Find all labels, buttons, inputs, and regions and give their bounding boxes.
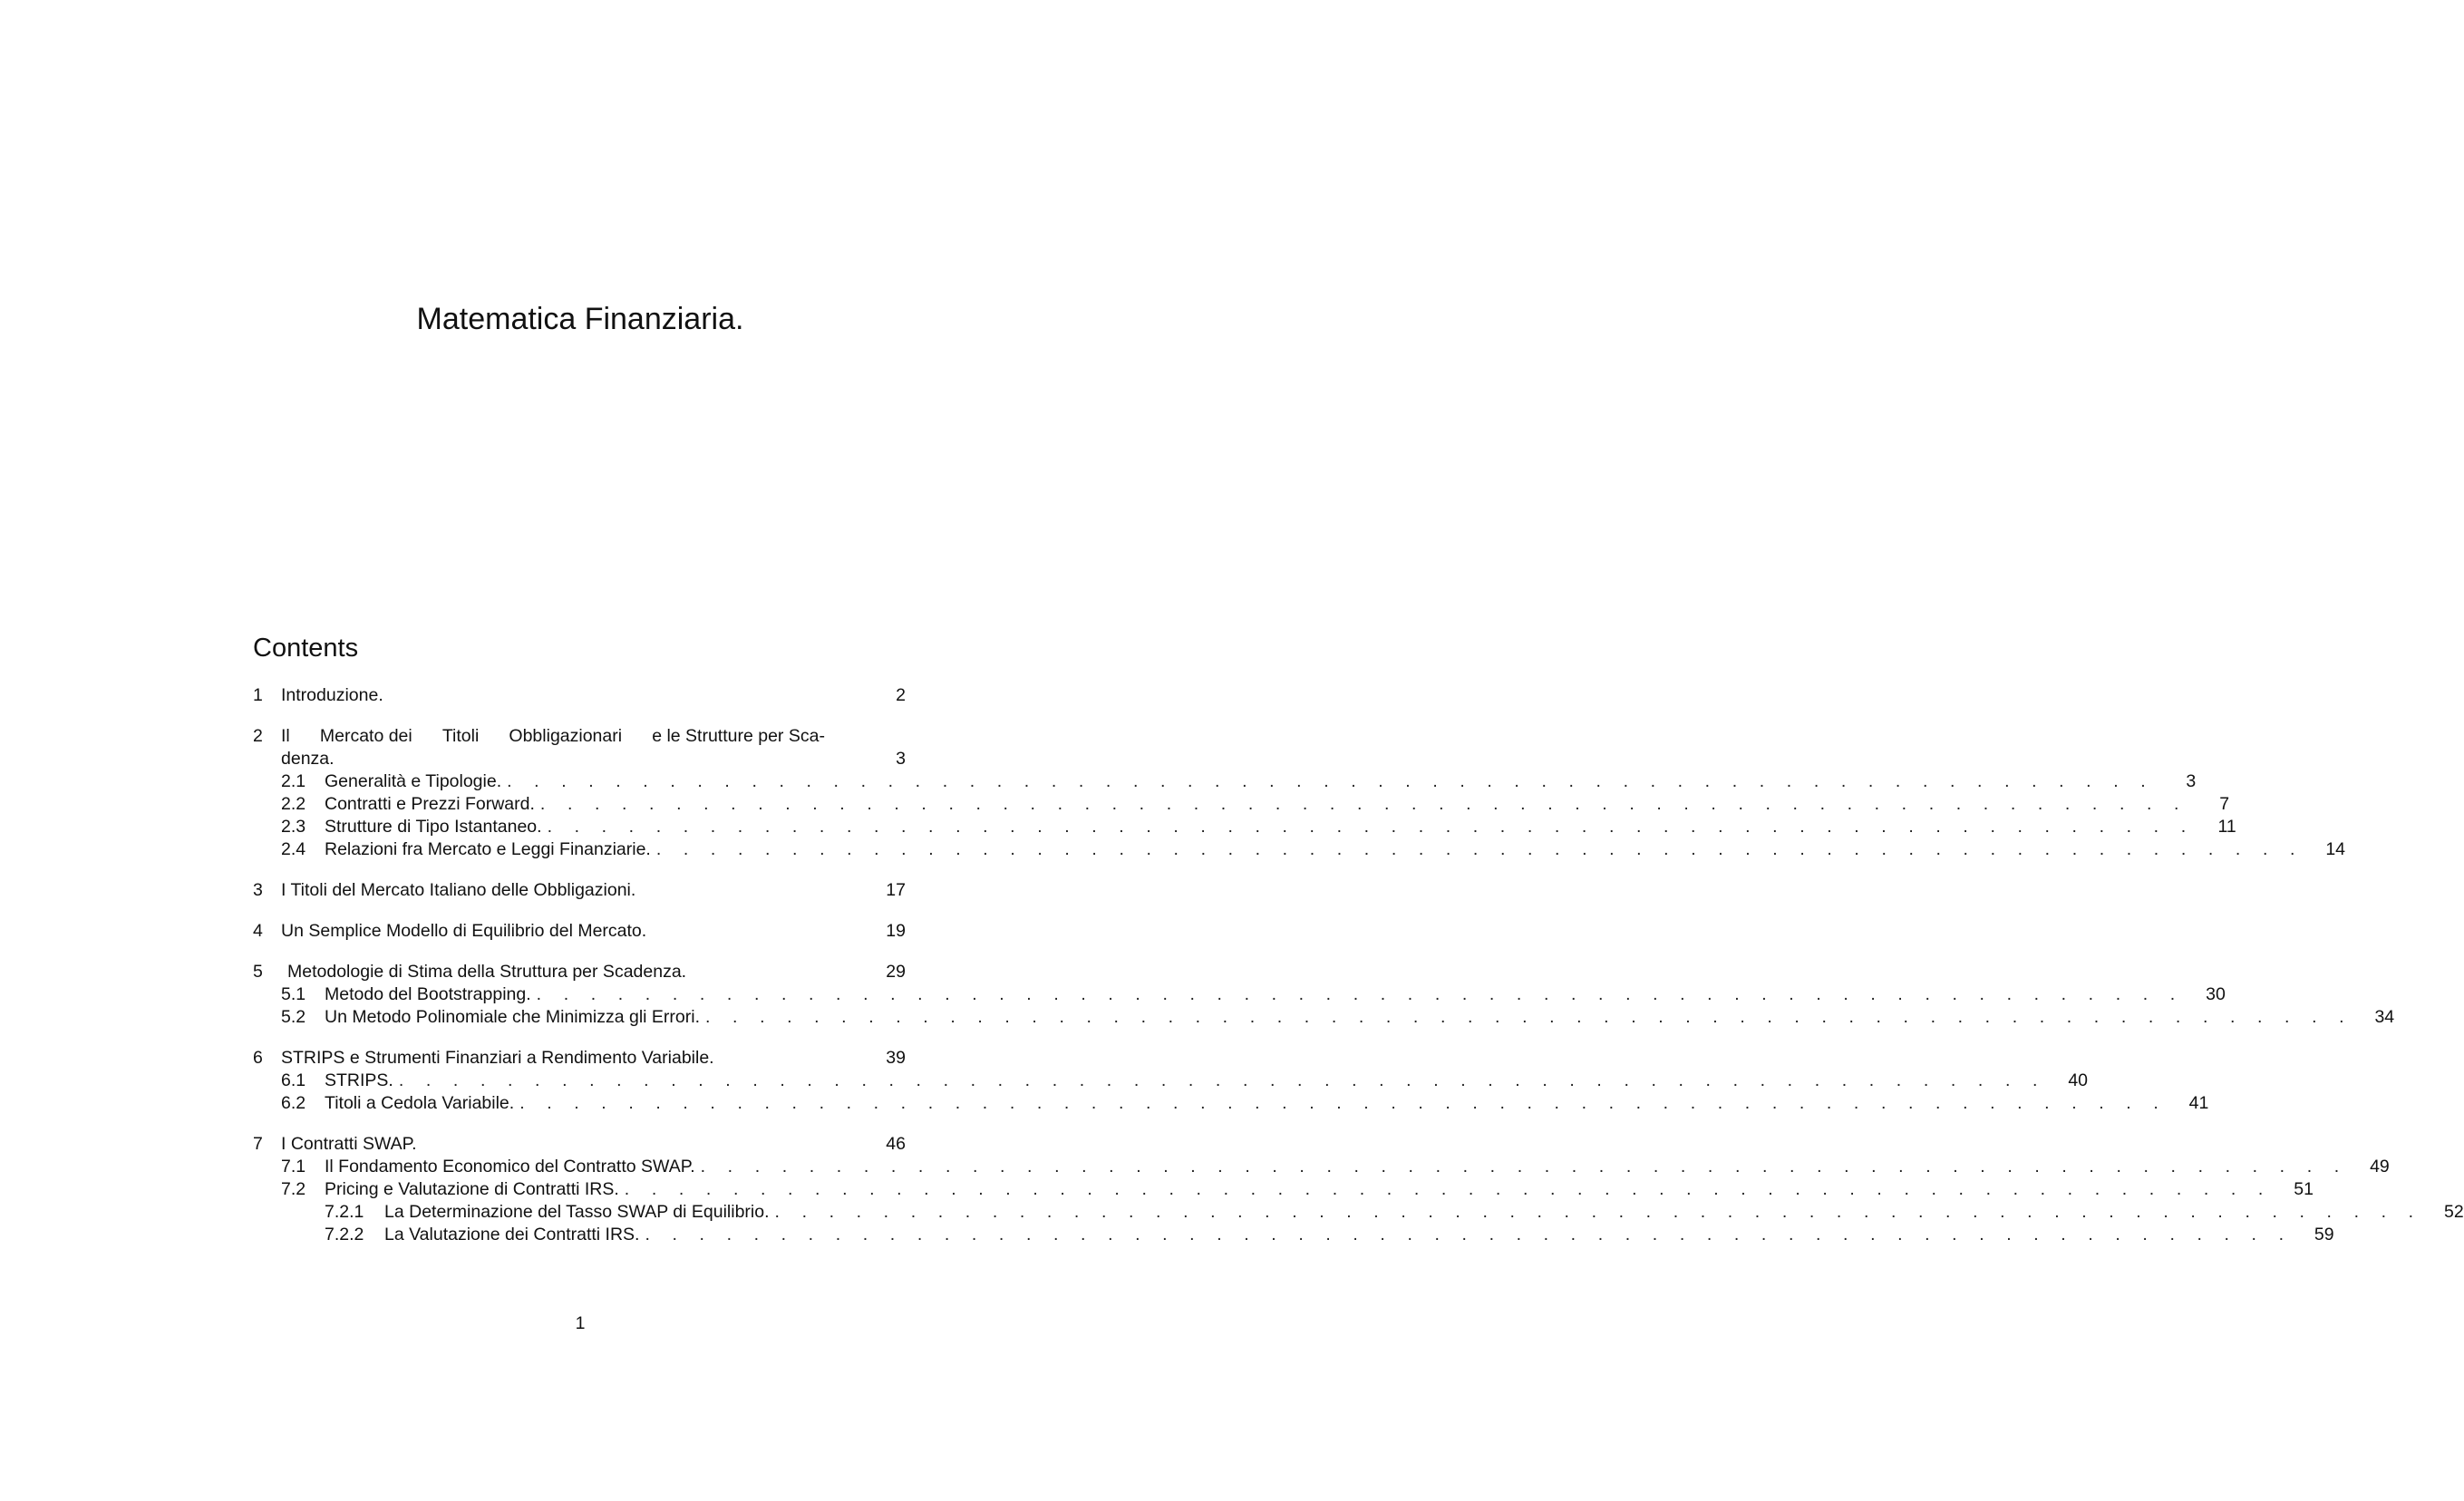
toc-entry-title: Introduzione. [281,685,383,705]
toc-entry[interactable] [253,920,906,943]
toc-entry-page: 41 [2188,1093,2209,1113]
toc-entry-title: Generalità e Tipologie. [325,771,502,791]
toc-entry-page: 14 [2325,839,2346,859]
toc-section-3 [253,879,906,902]
toc-leader-dots: . . . . . . . . . . . . . . . . . . . . . . . . . . . . . . . . . . . . . . . . . . . . . . . . . . . . . . . . . . . . . [398,1070,2047,1090]
toc-entry-number: 1 [253,685,263,705]
toc-subentry[interactable] [253,816,2236,838]
toc-entry[interactable] [253,879,906,902]
toc-entry-page: 2 [896,685,906,705]
toc-entry-page: 29 [886,962,906,982]
toc-leader-dots: . . . . . . . . . . . . . . . . . . . . . . . . . . . . . . . . . . . . . . . . . . . . . . . . . . . . . . . . . . . . . [519,1093,2168,1113]
toc-subentry[interactable] [253,1156,2390,1178]
toc-entry-number: 6 [253,1048,263,1068]
toc-entry-page: 3 [896,749,906,769]
toc-leader-dots: . . . . . . . . . . . . . . . . . . . . . . . . . . . . . . . . . . . . . . . . . . . . . . . . . . . . . . . . . . . . . [507,771,2155,791]
toc-section-4 [253,920,906,943]
toc-entry-title: Un Metodo Polinomiale che Minimizza gli Errori. [325,1007,700,1027]
toc-entry-title: STRIPS. [325,1070,393,1090]
toc-entry-page: 17 [886,880,906,900]
toc-entry-number: 4 [253,921,263,941]
toc-subsubentry[interactable] [253,1224,2334,1246]
toc-entry-title-cont: denza. [281,749,335,769]
toc-subentry[interactable] [253,838,2346,861]
toc-entry-page: 7 [2219,794,2230,814]
toc-leader-dots: . . . . . . . . . . . . . . . . . . . . . . . . . . . . . . . . . . . . . . . . . . . . . . . . . . . . . . . . . . . . . [700,1157,2348,1177]
toc-entry-title: Il Fondamento Economico del Contratto SWAP. [325,1157,695,1177]
toc-subentry[interactable] [253,770,2197,793]
toc-entry-number: 2.3 [281,817,306,837]
toc-entry-page: 52 [2443,1202,2464,1222]
toc-entry-title: Contratti e Prezzi Forward. [325,794,535,814]
toc-leader-dots: . . . . . . . . . . . . . . . . . . . . . . . . . . . . . . . . . . . . . . . . . . . . . . . . . . . . . . . . . . . . . [774,1202,2422,1222]
toc-entry-title: Titoli a Cedola Variabile. [325,1093,515,1113]
toc-entry[interactable] [253,1133,906,1156]
toc-entry-page: 11 [2217,817,2236,837]
toc-leader-dots: . . . . . . . . . . . . . . . . . . . . . . . . . . . . . . . . . . . . . . . . . . . . . . . . . . . . . . . . . . . . . [624,1179,2272,1199]
toc-section-5 [253,961,2395,1029]
toc-entry-page: 34 [2374,1007,2395,1027]
toc-entry-number: 6.1 [281,1070,306,1090]
contents-heading: Contents [253,634,359,663]
toc-entry[interactable] [253,684,906,707]
toc-leader-dots: . . . . . . . . . . . . . . . . . . . . . . . . . . . . . . . . . . . . . . . . . . . . . . . . . . . . . . . . . . . . . [547,817,2195,837]
toc-section-7 [253,1133,2464,1246]
toc-entry-number: 6.2 [281,1093,306,1113]
toc-entry-number: 2.2 [281,794,306,814]
toc-leader-dots: . . . . . . . . . . . . . . . . . . . . . . . . . . . . . . . . . . . . . . . . . . . . . . . . . . . . . . . . . . . . . [539,794,2188,814]
toc-entry-number: 7.1 [281,1157,306,1177]
toc-entry-title: Strutture di Tipo Istantaneo. [325,817,542,837]
toc-entry-page: 51 [2294,1179,2314,1199]
toc-entry-title: Pricing e Valutazione di Contratti IRS. [325,1179,619,1199]
table-of-contents [253,684,2464,1264]
toc-subentry[interactable] [253,1006,2395,1029]
toc-entry-number: 3 [253,880,263,900]
page-number: 1 [575,1313,586,1333]
toc-entry-title: Metodologie di Stima della Struttura per Scadenza. [287,962,687,982]
toc-entry-number: 7.2.1 [325,1202,364,1222]
toc-entry-number: 5 [253,962,263,982]
toc-entry-page: 59 [2314,1225,2334,1244]
toc-entry-title: Relazioni fra Mercato e Leggi Finanziarie. [325,839,651,859]
toc-entry-title: Metodo del Bootstrapping. [325,984,531,1004]
toc-subentry[interactable] [253,1070,2089,1092]
toc-subentry[interactable] [253,983,2226,1006]
toc-entry-page: 30 [2206,984,2226,1004]
toc-entry-page: 39 [886,1048,906,1068]
toc-leader-dots: . . . . . . . . . . . . . . . . . . . . . . . . . . . . . . . . . . . . . . . . . . . . . . . . . . . . . . . . . . . . . [645,1225,2293,1244]
toc-leader-dots: . . . . . . . . . . . . . . . . . . . . . . . . . . . . . . . . . . . . . . . . . . . . . . . . . . . . . . . . . . . . . [536,984,2184,1004]
toc-entry-title: Il Mercato dei Titoli Obbligazionari e le Strutture per Sca- [281,726,825,746]
toc-section-1 [253,684,906,707]
toc-entry-number: 2 [253,726,263,746]
toc-entry[interactable] [253,961,906,983]
toc-entry-page: 46 [886,1134,906,1154]
toc-entry-number: 7 [253,1134,263,1154]
toc-entry-continuation[interactable] [253,748,906,770]
toc-subentry[interactable] [253,1178,2314,1201]
toc-entry-page: 3 [2186,771,2197,791]
toc-leader-dots: . . . . . . . . . . . . . . . . . . . . . . . . . . . . . . . . . . . . . . . . . . . . . . . . . . . . . . . . . . . . . [705,1007,2353,1027]
toc-entry-number: 2.1 [281,771,306,791]
toc-entry-number: 5.2 [281,1007,306,1027]
toc-section-6 [253,1047,2209,1115]
toc-entry[interactable] [253,725,906,748]
toc-entry-title: La Valutazione dei Contratti IRS. [384,1225,640,1244]
toc-entry-title: La Determinazione del Tasso SWAP di Equilibrio. [384,1202,770,1222]
toc-entry-page: 19 [886,921,906,941]
document-title: Matematica Finanziaria. [416,302,744,336]
toc-entry-number: 7.2.2 [325,1225,364,1244]
toc-subentry[interactable] [253,1092,2209,1115]
toc-entry-number: 5.1 [281,984,306,1004]
toc-entry-page: 49 [2370,1157,2390,1177]
toc-entry-number: 7.2 [281,1179,306,1199]
toc-entry-number: 2.4 [281,839,306,859]
toc-entry[interactable] [253,1047,906,1070]
toc-leader-dots: . . . . . . . . . . . . . . . . . . . . . . . . . . . . . . . . . . . . . . . . . . . . . . . . . . . . . . . . . . . . . [655,839,2304,859]
toc-entry-title: I Titoli del Mercato Italiano delle Obbligazioni. [281,880,636,900]
toc-subentry[interactable] [253,793,2230,816]
toc-entry-title: I Contratti SWAP. [281,1134,417,1154]
toc-entry-page: 40 [2068,1070,2089,1090]
toc-entry-title: Un Semplice Modello di Equilibrio del Mercato. [281,921,647,941]
toc-section-2 [253,725,2346,861]
toc-entry-title: STRIPS e Strumenti Finanziari a Rendimento Variabile. [281,1048,714,1068]
toc-subsubentry[interactable] [253,1201,2464,1224]
